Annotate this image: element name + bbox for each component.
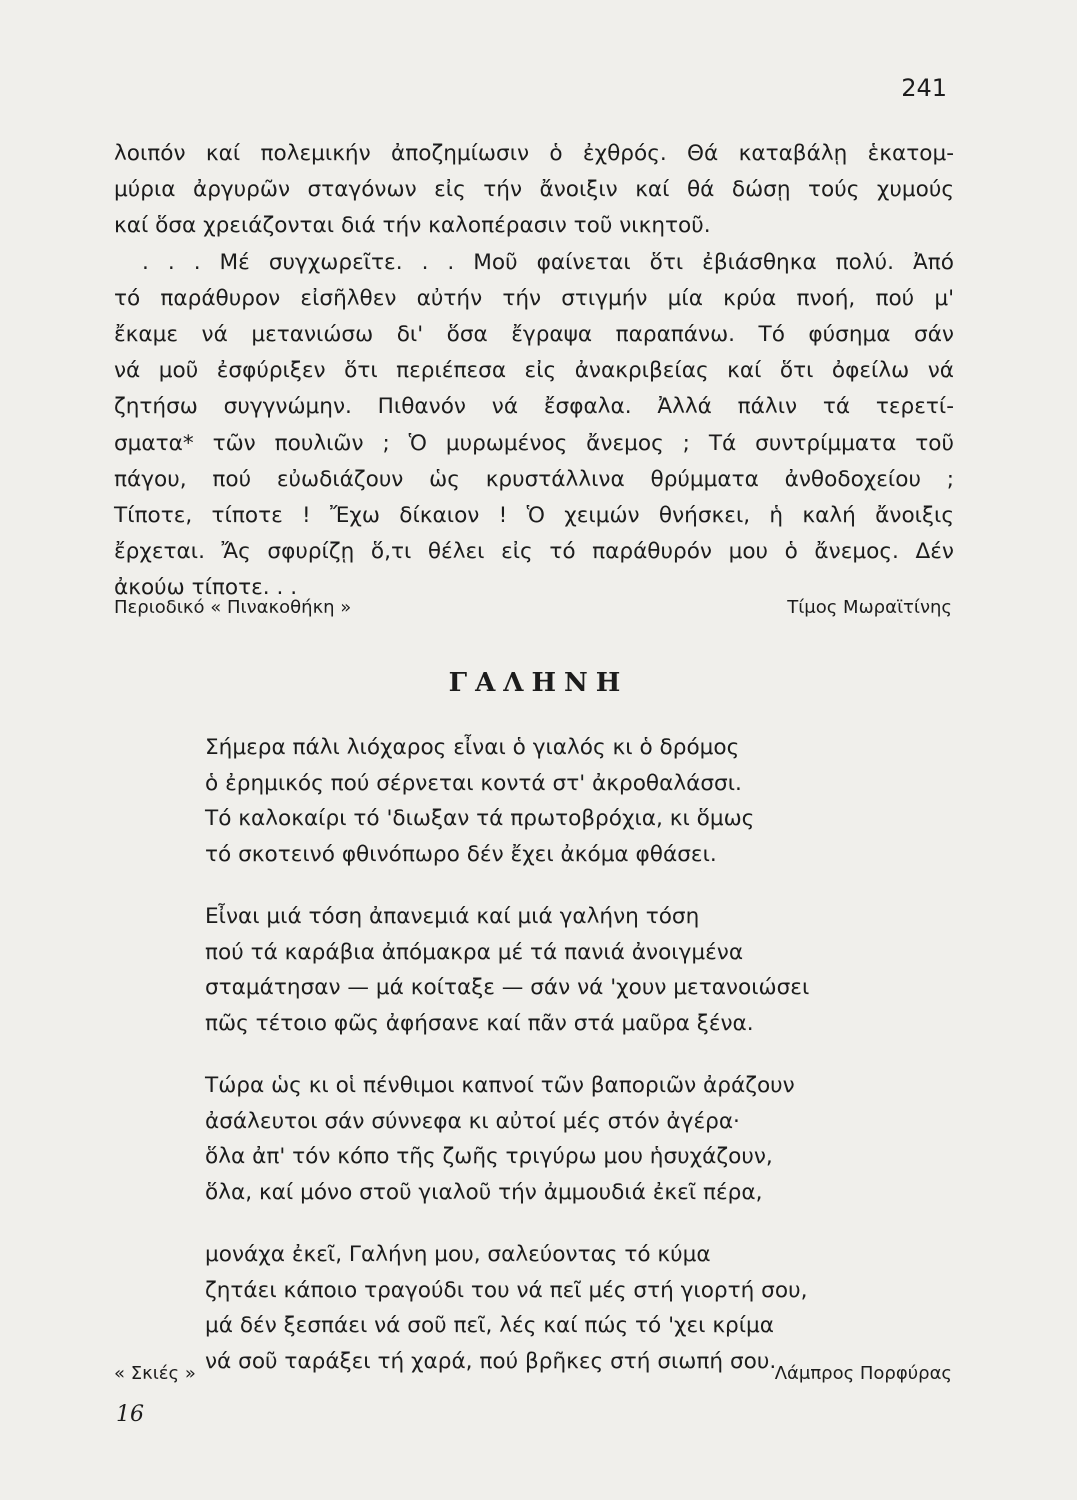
prose-line: νά μοῦ ἐσφύριξεν ὅτι περιέπεσα εἰς ἀνακριβείας καί ὅτι ὀφείλω νά: [114, 358, 954, 384]
prose-passage: [114, 136, 954, 607]
poem-line: Σήμερα πάλι λιόχαρος εἶναι ὁ γιαλός κι ὁ δρόμος: [205, 735, 740, 760]
prose-line: τό παράθυρον εἰσῆλθεν αὐτήν τήν στιγμήν μία κρύα πνοή, πού μ': [114, 285, 954, 311]
poem-line: τό σκοτεινό φθινόπωρο δέν ἔχει ἀκόμα φθάσει.: [205, 841, 717, 867]
poem-line: σταμάτησαν — μά κοίταξε — σάν νά 'χουν μετανοιώσει: [205, 975, 810, 1000]
poem-line: Τό καλοκαίρι τό 'διωξαν τά πρωτοβρόχια, κι ὅμως: [205, 806, 755, 831]
prose-author: Τίμος Μωραϊτίνης: [787, 597, 952, 618]
poem-attribution: [114, 1363, 952, 1384]
poem-line: ὅλα, καί μόνο στοῦ γιαλοῦ τήν ἀμμουδιά ἐκεῖ πέρα,: [205, 1179, 763, 1205]
poem-line: μά δέν ξεσπάει νά σοῦ πεῖ, λές καί πώς τό 'χει κρίμα: [205, 1313, 775, 1338]
prose-line: ἔκαμε νά μετανιώσω δι' ὅσα ἔγραψα παραπάνω. Τό φύσημα σάν: [114, 322, 954, 348]
prose-line: . . . Μέ συγχωρεῖτε. . . Μοῦ φαίνεται ὅτι ἐβιάσθηκα πολύ. Ἀπό: [142, 249, 954, 275]
poem-line: νά σοῦ ταράξει τή χαρά, πού βρῆκες στή σιωπή σου.: [205, 1348, 777, 1374]
poem-line: ὅλα ἀπ' τόν κόπο τῆς ζωῆς τριγύρω μου ἡσυχάζουν,: [205, 1144, 773, 1169]
prose-line: ζητήσω συγγνώμην. Πιθανόν νά ἔσφαλα. Ἀλλά πάλιν τά τερετί-: [114, 394, 954, 420]
poem: [205, 730, 809, 1406]
poem-line: πού τά καράβια ἀπόμακρα μέ τά πανιά ἀνοιγμένα: [205, 939, 744, 965]
prose-attribution: [114, 597, 952, 618]
poem-stanza: [205, 1237, 809, 1379]
prose-line: λοιπόν καί πολεμικήν ἀποζημίωσιν ὁ ἐχθρός. Θά καταβάλῃ ἑκατομ-: [114, 141, 954, 166]
prose-line: καί ὅσα χρειάζονται διά τήν καλοπέρασιν τοῦ νικητοῦ.: [114, 213, 711, 239]
poem-line: μονάχα ἐκεῖ, Γαλήνη μου, σαλεύοντας τό κύμα: [205, 1242, 711, 1267]
page-number: 241: [901, 74, 947, 102]
poem-stanza: [205, 1068, 809, 1210]
poem-line: ζητάει κάποιο τραγούδι του νά πεῖ μές στή γιορτή σου,: [205, 1277, 808, 1303]
poem-source: « Σκιές »: [114, 1363, 196, 1384]
prose-line: πάγου, πού εὐωδιάζουν ὡς κρυστάλλινα θρύμματα ἀνθοδοχείου ;: [114, 466, 954, 492]
prose-line: μύρια ἀργυρῶν σταγόνων εἰς τήν ἄνοιξιν καί θά δώσῃ τούς χυμούς: [114, 177, 954, 203]
poem-line: Τώρα ὡς κι οἱ πένθιμοι καπνοί τῶν βαποριῶν ἀράζουν: [205, 1073, 795, 1098]
poem-line: ὁ ἐρημικός πού σέρνεται κοντά στ' ἀκροθαλάσσι.: [205, 770, 742, 796]
poem-stanza: [205, 899, 809, 1041]
prose-line: σματα* τῶν πουλιῶν ; Ὁ μυρωμένος ἄνεμος ; Τά συντρίμματα τοῦ: [114, 430, 954, 456]
poem-stanza: [205, 730, 809, 872]
prose-line: Τίποτε, τίποτε ! Ἔχω δίκαιον ! Ὁ χειμών θνήσκει, ἡ καλή ἄνοιξις: [114, 503, 954, 529]
prose-line: ἔρχεται. Ἄς σφυρίζῃ ὅ,τι θέλει εἰς τό παράθυρόν μου ὁ ἄνεμος. Δέν: [114, 539, 954, 565]
footer-page-number: 16: [116, 1402, 144, 1427]
poem-author: Λάμπρος Πορφύρας: [774, 1363, 952, 1384]
prose-line: ἀκούω τίποτε. . .: [114, 575, 298, 601]
poem-line: πῶς τέτοιο φῶς ἀφήσανε καί πᾶν στά μαῦρα ξένα.: [205, 1010, 754, 1036]
poem-title: ΓΑΛΗΝΗ: [448, 668, 629, 698]
prose-source: Περιοδικό « Πινακοθήκη »: [114, 597, 352, 618]
poem-line: ἀσάλευτοι σάν σύννεφα κι αὐτοί μές στόν ἀγέρα·: [205, 1108, 740, 1134]
poem-line: Εἶναι μιά τόση ἀπανεμιά καί μιά γαλήνη τόση: [205, 904, 700, 929]
